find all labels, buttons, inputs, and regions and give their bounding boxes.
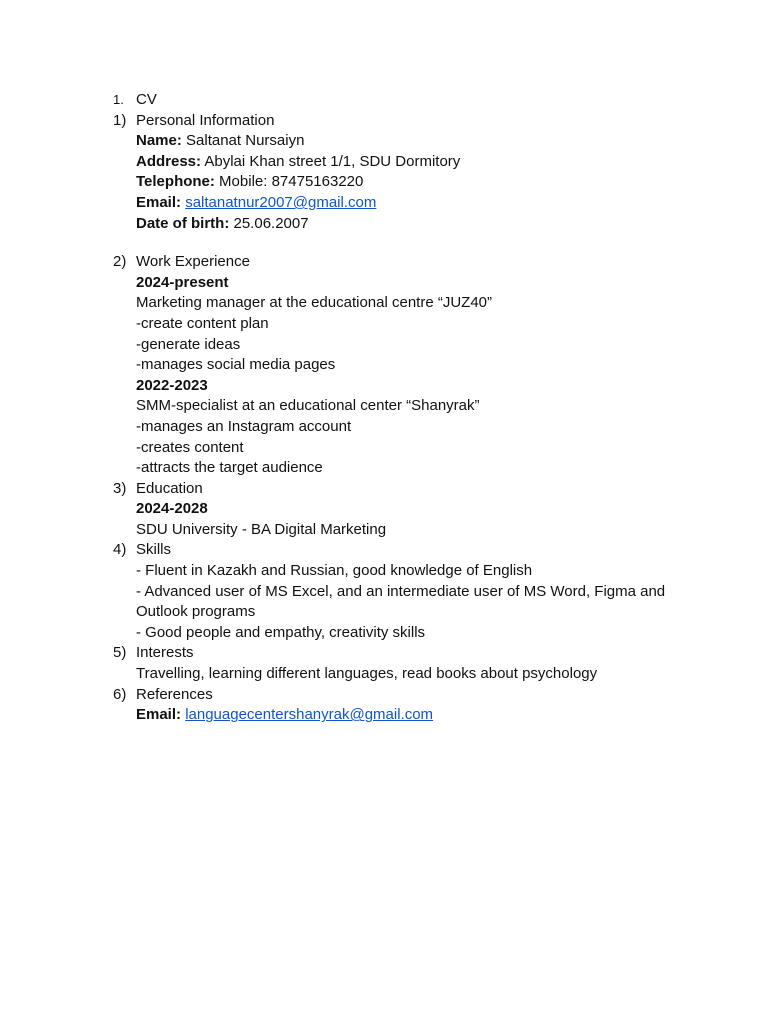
job-period: 2022-2023 <box>136 376 208 394</box>
personal-telephone-row <box>0 172 768 193</box>
job-title: Marketing manager at the educational centre “JUZ40” <box>136 294 493 312</box>
email-link[interactable]: saltanatnur2007@gmail.com <box>185 193 377 211</box>
job-title: SMM-specialist at an educational center “Shanyrak” <box>136 397 480 415</box>
blank-line <box>0 234 768 252</box>
section-heading-text: References <box>136 685 213 703</box>
telephone-label: Telephone: <box>136 173 215 191</box>
education-text: SDU University - BA Digital Marketing <box>136 520 387 538</box>
section-heading-interests <box>0 643 768 664</box>
section-heading-text: Work Experience <box>136 253 250 271</box>
job-duty: -attracts the target audience <box>136 459 323 477</box>
job-duty: -manages an Instagram account <box>136 417 352 435</box>
skill-item: - Good people and empathy, creativity skills <box>136 623 426 641</box>
cv-title-row <box>0 90 768 111</box>
address-value: Abylai Khan street 1/1, SDU Dormitory <box>201 152 461 170</box>
section-heading-text: Skills <box>136 541 172 559</box>
section-heading-skills <box>0 540 768 561</box>
job-duty: -creates content <box>136 438 244 456</box>
list-marker: 5) <box>113 644 127 662</box>
interests-text: Travelling, learning different languages, read books about psychology <box>136 665 598 683</box>
personal-address-row <box>0 152 768 173</box>
list-marker: 1) <box>113 111 127 129</box>
list-marker: 3) <box>113 479 127 497</box>
dob-value: 25.06.2007 <box>229 214 309 232</box>
telephone-value: Mobile: 87475163220 <box>214 173 364 191</box>
section-heading-education <box>0 479 768 500</box>
name-value: Saltanat Nursaiyn <box>181 132 305 150</box>
job-duty: -manages social media pages <box>136 356 336 374</box>
skill-item: - Advanced user of MS Excel, and an intermediate user of MS Word, Figma and Outlook programs <box>136 582 666 621</box>
section-heading-text: Personal Information <box>136 111 275 129</box>
references-email-link[interactable]: languagecentershanyrak@gmail.com <box>185 706 434 724</box>
section-heading-text: Education <box>136 479 203 497</box>
personal-dob-row <box>0 214 768 235</box>
section-heading-personal <box>0 111 768 132</box>
personal-email-row <box>0 193 768 214</box>
education-period: 2024-2028 <box>136 500 208 518</box>
section-heading-work <box>0 252 768 273</box>
references-email-row <box>0 705 768 726</box>
section-heading-text: Interests <box>136 644 194 662</box>
job-duty: -generate ideas <box>136 335 241 353</box>
dob-label: Date of birth: <box>136 214 230 232</box>
name-label: Name: <box>136 132 182 150</box>
address-label: Address: <box>136 152 202 170</box>
email-label: Email: <box>136 706 182 724</box>
list-marker: 4) <box>113 541 127 559</box>
job-period: 2024-present <box>136 273 229 291</box>
cv-title: CV <box>136 91 157 108</box>
list-marker: 2) <box>113 253 127 271</box>
job-duty: -create content plan <box>136 314 269 332</box>
list-marker: 1. <box>113 92 124 107</box>
personal-name-row <box>0 131 768 152</box>
email-label: Email: <box>136 193 182 211</box>
skill-item: - Fluent in Kazakh and Russian, good knowledge of English <box>136 562 533 580</box>
list-marker: 6) <box>113 685 127 703</box>
section-heading-references <box>0 685 768 706</box>
cv-document <box>0 90 768 726</box>
